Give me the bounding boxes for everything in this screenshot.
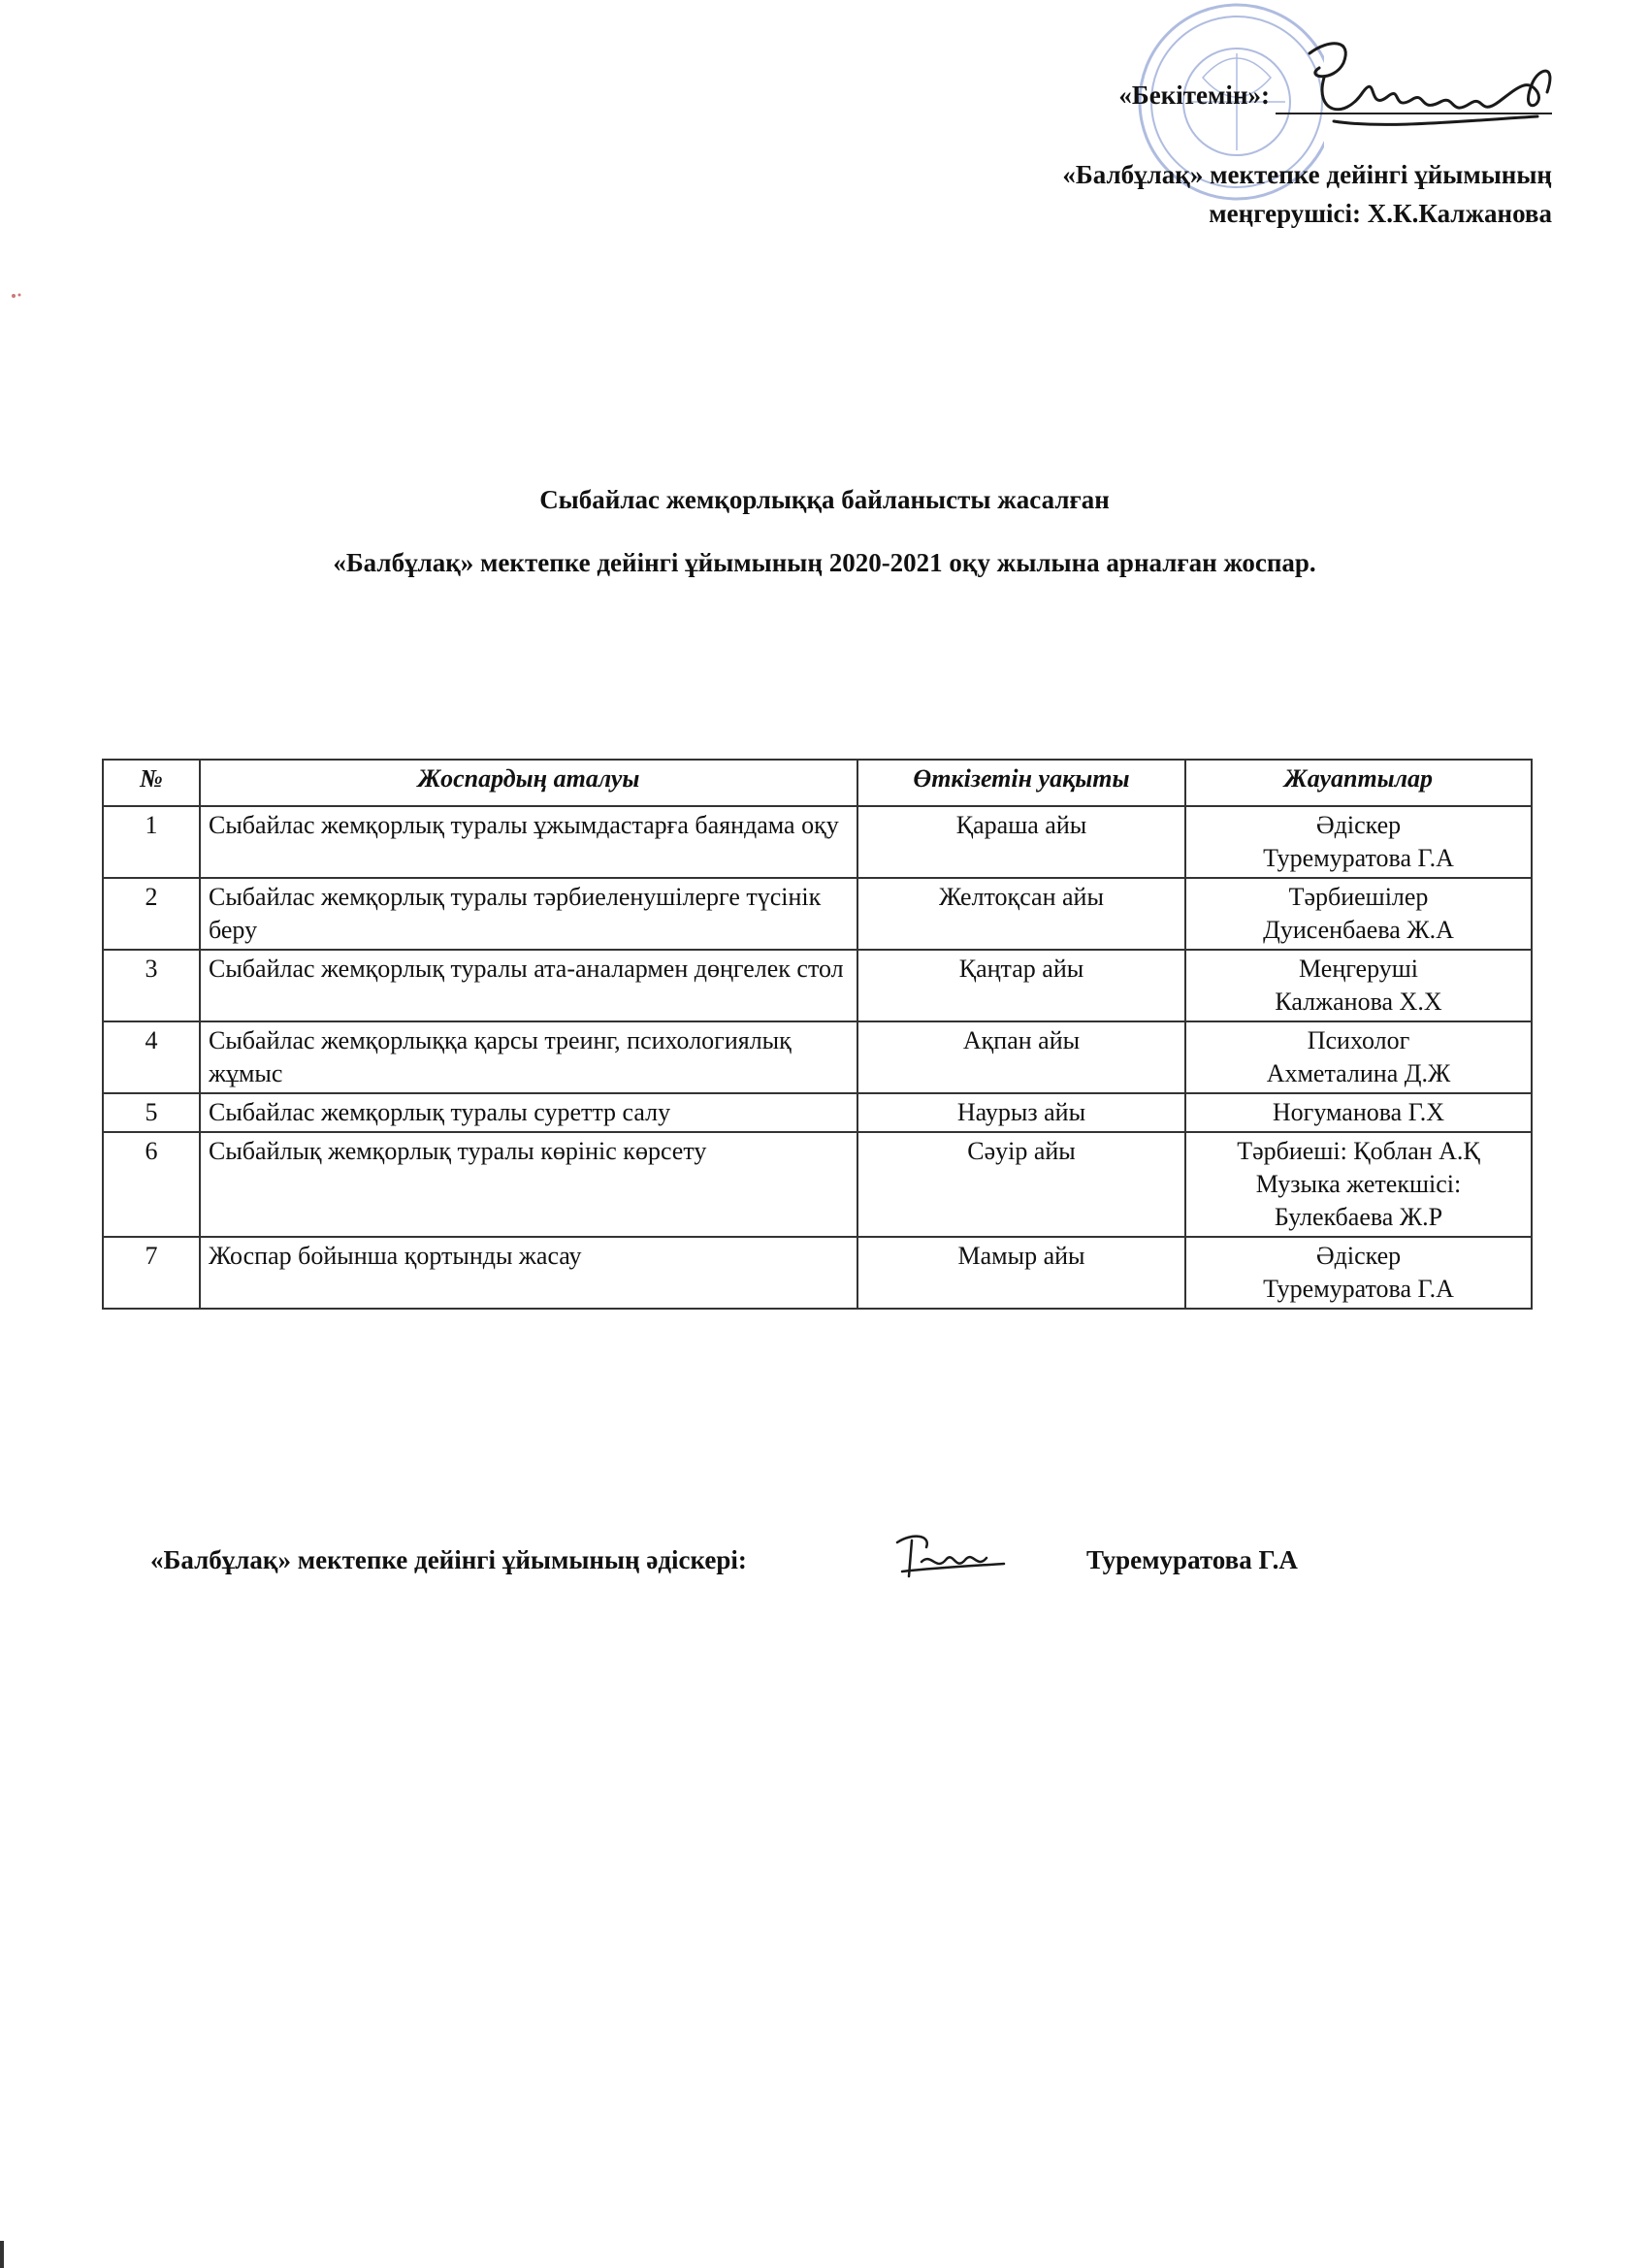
table-row xyxy=(103,950,1532,1021)
row-plan-name: Сыбайлас жемқорлық туралы ата-аналармен дөңгелек стол xyxy=(200,950,857,1021)
row-number: 6 xyxy=(103,1132,200,1237)
responsible-line: Музыка жетекшісі: xyxy=(1255,1170,1462,1198)
table-row xyxy=(103,878,1532,950)
responsible-line: Ахметалина Д.Ж xyxy=(1266,1059,1451,1087)
responsible-line: Тәрбиеші: Қоблан А.Қ xyxy=(1237,1137,1480,1165)
responsible-line: Әдіскер xyxy=(1315,1242,1402,1270)
responsible-line: Туремуратова Г.А xyxy=(1263,844,1454,872)
row-number: 1 xyxy=(103,806,200,878)
row-plan-name: Жоспар бойынша қортынды жасау xyxy=(200,1237,857,1309)
row-time: Сәуір айы xyxy=(857,1132,1185,1237)
responsible-line: Ногуманова Г.Х xyxy=(1272,1098,1445,1126)
responsible-line: Меңгеруші xyxy=(1299,955,1418,983)
responsible-line: Тәрбиешілер xyxy=(1288,883,1429,911)
row-time: Қараша айы xyxy=(857,806,1185,878)
signature-line xyxy=(1276,85,1552,114)
row-number: 3 xyxy=(103,950,200,1021)
row-plan-name: Сыбайлық жемқорлық туралы көрініс көрсету xyxy=(200,1132,857,1237)
approval-label: «Бекітемін»: xyxy=(1118,81,1270,110)
responsible-line: Туремуратова Г.А xyxy=(1263,1275,1454,1303)
scan-edge-mark xyxy=(0,2241,4,2268)
row-plan-name: Сыбайлас жемқорлық туралы ұжымдастарға баяндама оқу xyxy=(200,806,857,878)
row-responsible xyxy=(1185,1093,1532,1132)
approval-block xyxy=(1062,76,1552,233)
responsible-line: Психолог xyxy=(1307,1026,1410,1054)
row-plan-name: Сыбайлас жемқорлық туралы суреттр салу xyxy=(200,1093,857,1132)
methodist-signature-icon xyxy=(888,1523,1014,1591)
plan-table xyxy=(102,759,1533,1310)
row-responsible xyxy=(1185,806,1532,878)
header-plan-name: Жоспардың аталуы xyxy=(200,760,857,806)
table-body xyxy=(103,806,1532,1309)
row-responsible xyxy=(1185,1021,1532,1093)
table-row xyxy=(103,1132,1532,1237)
row-plan-name: Сыбайлас жемқорлық туралы тәрбиеленушілерге түсінік беру xyxy=(200,878,857,950)
responsible-line: Дуисенбаева Ж.А xyxy=(1263,916,1454,944)
row-responsible xyxy=(1185,878,1532,950)
table-header-row xyxy=(103,760,1532,806)
row-number: 7 xyxy=(103,1237,200,1309)
header-responsible: Жауаптылар xyxy=(1185,760,1532,806)
row-time: Желтоқсан айы xyxy=(857,878,1185,950)
approval-org-line: «Балбұлақ» мектепке дейінгі ұйымының xyxy=(1062,160,1552,189)
responsible-line: Әдіскер xyxy=(1315,811,1402,839)
row-responsible xyxy=(1185,1132,1532,1237)
row-number: 5 xyxy=(103,1093,200,1132)
approval-head-line: меңгерушісі: Х.К.Калжанова xyxy=(1209,199,1552,228)
scan-speck-icon xyxy=(10,291,23,301)
header-number: № xyxy=(103,760,200,806)
responsible-line: Булекбаева Ж.Р xyxy=(1274,1203,1443,1231)
row-responsible xyxy=(1185,950,1532,1021)
row-plan-name: Сыбайлас жемқорлыққа қарсы треинг, психологиялық жұмыс xyxy=(200,1021,857,1093)
header-time: Өткізетін уақыты xyxy=(857,760,1185,806)
table-row xyxy=(103,1021,1532,1093)
table-row xyxy=(103,1237,1532,1309)
footer-name: Туремуратова Г.А xyxy=(1086,1545,1298,1574)
document-title-line2: «Балбұлақ» мектепке дейінгі ұйымының 2020-2021 оқу жылына арналған жоспар. xyxy=(333,548,1316,577)
row-time: Наурыз айы xyxy=(857,1093,1185,1132)
footer-signatory xyxy=(150,1545,1298,1575)
document-title-line1: Сыбайлас жемқорлыққа байланысты жасалған xyxy=(539,485,1110,514)
row-time: Ақпан айы xyxy=(857,1021,1185,1093)
responsible-line: Калжанова Х.Х xyxy=(1275,988,1442,1016)
table-row xyxy=(103,1093,1532,1132)
row-time: Қаңтар айы xyxy=(857,950,1185,1021)
row-responsible xyxy=(1185,1237,1532,1309)
row-time: Мамыр айы xyxy=(857,1237,1185,1309)
footer-label: «Балбұлақ» мектепке дейінгі ұйымының әдіскері: xyxy=(150,1545,747,1574)
row-number: 4 xyxy=(103,1021,200,1093)
row-number: 2 xyxy=(103,878,200,950)
table-row xyxy=(103,806,1532,878)
